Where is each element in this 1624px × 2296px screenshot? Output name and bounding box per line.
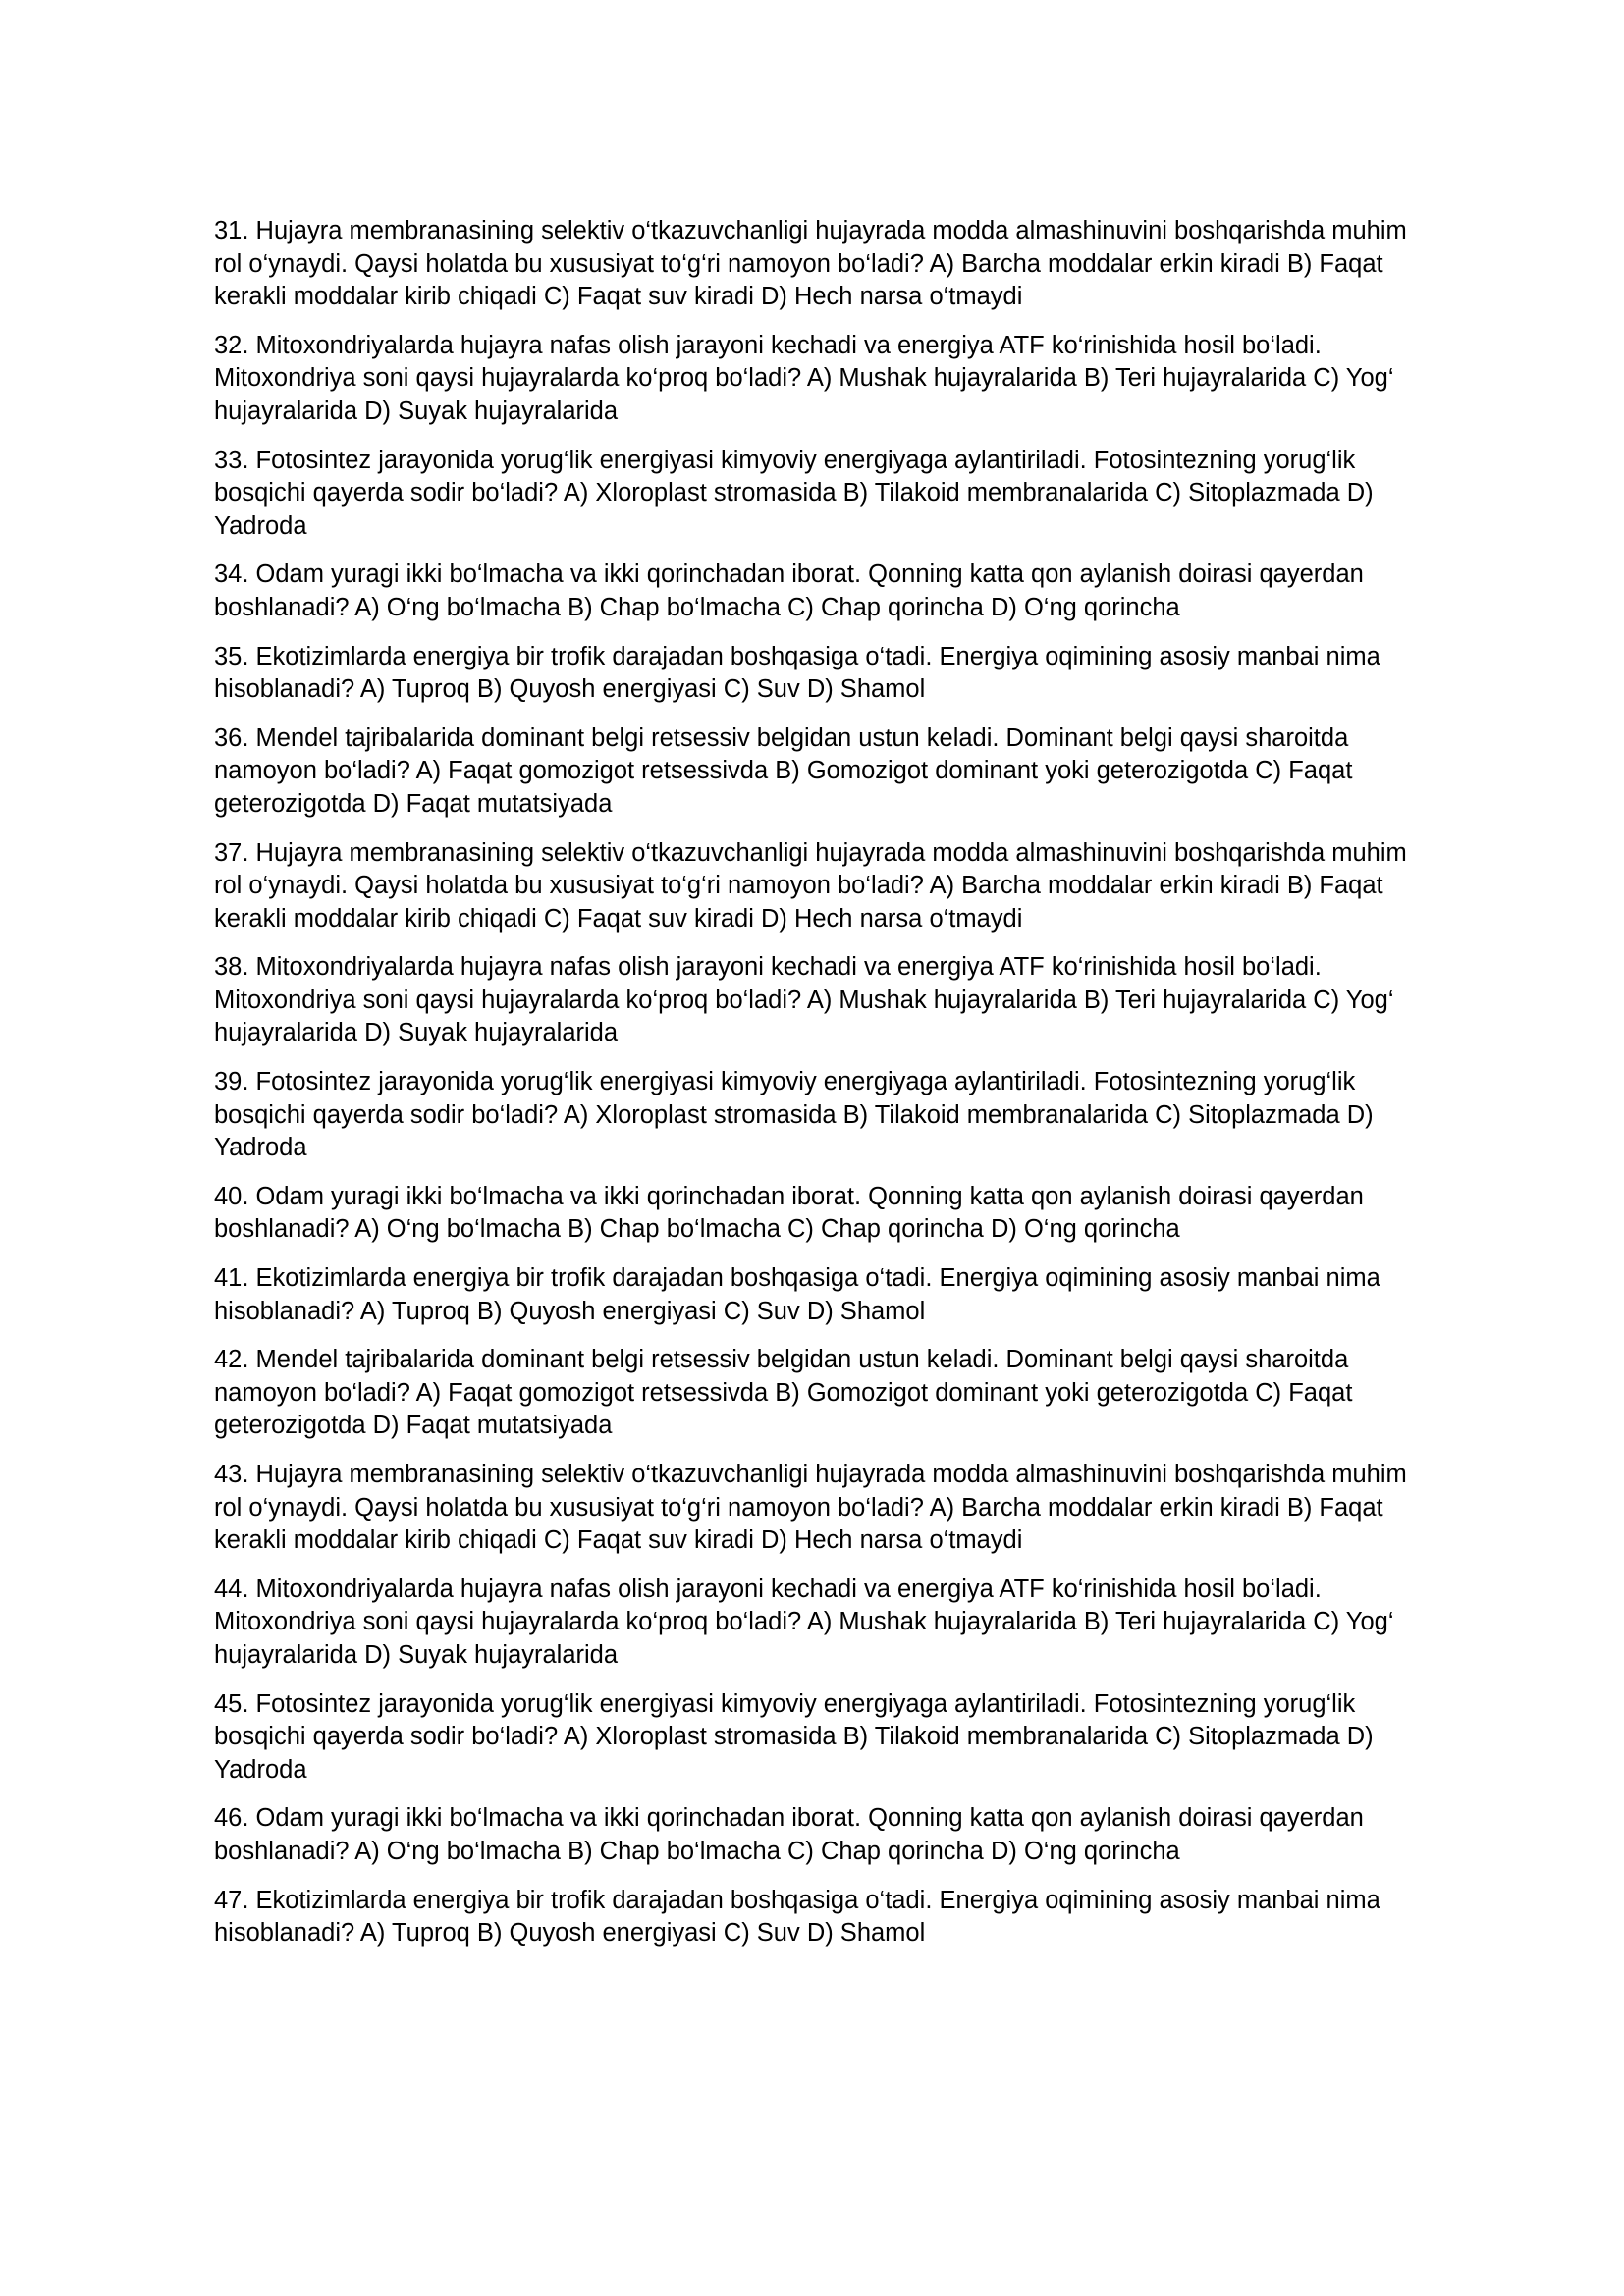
question-40: 40. Odam yuragi ikki bo‘lmacha va ikki qorinchadan iborat. Qonning katta qon aylanish doirasi qayerdan boshlanadi? A) O‘ng bo‘lmacha B) Chap bo‘lmacha C) Chap qorincha D) O‘ng qorincha [214,1182,1364,1244]
question-41: 41. Ekotizimlarda energiya bir trofik darajadan boshqasiga o‘tadi. Energiya oqimining asosiy manbai nima hisoblanadi? A) Tuproq B) Quyosh energiyasi C) Suv D) Shamol [214,1264,1380,1325]
document-page [214,215,1417,1966]
question-39: 39. Fotosintez jarayonida yorug‘lik energiyasi kimyoviy energiyaga aylantiriladi. Fotosintezning yorug‘lik bosqichi qayerda sodir bo‘ladi? A) Xloroplast stromasida B) Tilakoid membranalarida C) Sitoplazmada D) Yadroda [214,1068,1374,1162]
question-34: 34. Odam yuragi ikki bo‘lmacha va ikki qorinchadan iborat. Qonning katta qon aylanish doirasi qayerdan boshlanadi? A) O‘ng bo‘lmacha B) Chap bo‘lmacha C) Chap qorincha D) O‘ng qorincha [214,561,1364,621]
question-38: 38. Mitoxondriyalarda hujayra nafas olish jarayoni kechadi va energiya ATF ko‘rinishida hosil bo‘ladi. Mitoxondriya soni qaysi hujayralarda ko‘proq bo‘ladi? A) Mushak hujayralarida B) Teri hujayralarida C) Yog‘ hujayralarida D) Suyak hujayralarida [214,953,1394,1047]
question-31: 31. Hujayra membranasining selektiv o‘tkazuvchanligi hujayrada modda almashinuvini boshqarishda muhim rol o‘ynaydi. Qaysi holatda bu xususiyat to‘g‘ri namoyon bo‘ladi? A) Barcha moddalar erkin kiradi B) Faqat kerakli moddalar kirib chiqadi C) Faqat suv kiradi D) Hech narsa o‘tmaydi [214,217,1407,311]
question-43: 43. Hujayra membranasining selektiv o‘tkazuvchanligi hujayrada modda almashinuvini boshqarishda muhim rol o‘ynaydi. Qaysi holatda bu xususiyat to‘g‘ri namoyon bo‘ladi? A) Barcha moddalar erkin kiradi B) Faqat kerakli moddalar kirib chiqadi C) Faqat suv kiradi D) Hech narsa o‘tmaydi [214,1461,1407,1555]
question-35: 35. Ekotizimlarda energiya bir trofik darajadan boshqasiga o‘tadi. Energiya oqimining asosiy manbai nima hisoblanadi? A) Tuproq B) Quyosh energiyasi C) Suv D) Shamol [214,642,1380,704]
question-32: 32. Mitoxondriyalarda hujayra nafas olish jarayoni kechadi va energiya ATF ko‘rinishida hosil bo‘ladi. Mitoxondriya soni qaysi hujayralarda ko‘proq bo‘ladi? A) Mushak hujayralarida B) Teri hujayralarida C) Yog‘ hujayralarida D) Suyak hujayralarida [214,331,1394,425]
question-36: 36. Mendel tajribalarida dominant belgi retsessiv belgidan ustun keladi. Dominant belgi qaysi sharoitda namoyon bo‘ladi? A) Faqat gomozigot retsessivda B) Gomozigot dominant yoki geterozigotda C) Faqat geterozigotda D) Faqat mutatsiyada [214,723,1353,818]
question-37: 37. Hujayra membranasining selektiv o‘tkazuvchanligi hujayrada modda almashinuvini boshqarishda muhim rol o‘ynaydi. Qaysi holatda bu xususiyat to‘g‘ri namoyon bo‘ladi? A) Barcha moddalar erkin kiradi B) Faqat kerakli moddalar kirib chiqadi C) Faqat suv kiradi D) Hech narsa o‘tmaydi [214,838,1407,933]
question-47: 47. Ekotizimlarda energiya bir trofik darajadan boshqasiga o‘tadi. Energiya oqimining asosiy manbai nima hisoblanadi? A) Tuproq B) Quyosh energiyasi C) Suv D) Shamol [214,1886,1380,1948]
question-42: 42. Mendel tajribalarida dominant belgi retsessiv belgidan ustun keladi. Dominant belgi qaysi sharoitda namoyon bo‘ladi? A) Faqat gomozigot retsessivda B) Gomozigot dominant yoki geterozigotda C) Faqat geterozigotda D) Faqat mutatsiyada [214,1346,1353,1440]
question-44: 44. Mitoxondriyalarda hujayra nafas olish jarayoni kechadi va energiya ATF ko‘rinishida hosil bo‘ladi. Mitoxondriya soni qaysi hujayralarda ko‘proq bo‘ladi? A) Mushak hujayralarida B) Teri hujayralarida C) Yog‘ hujayralarida D) Suyak hujayralarida [214,1575,1394,1669]
question-33: 33. Fotosintez jarayonida yorug‘lik energiyasi kimyoviy energiyaga aylantiriladi. Fotosintezning yorug‘lik bosqichi qayerda sodir bo‘ladi? A) Xloroplast stromasida B) Tilakoid membranalarida C) Sitoplazmada D) Yadroda [214,446,1374,540]
question-45: 45. Fotosintez jarayonida yorug‘lik energiyasi kimyoviy energiyaga aylantiriladi. Fotosintezning yorug‘lik bosqichi qayerda sodir bo‘ladi? A) Xloroplast stromasida B) Tilakoid membranalarida C) Sitoplazmada D) Yadroda [214,1689,1374,1784]
question-46: 46. Odam yuragi ikki bo‘lmacha va ikki qorinchadan iborat. Qonning katta qon aylanish doirasi qayerdan boshlanadi? A) O‘ng bo‘lmacha B) Chap bo‘lmacha C) Chap qorincha D) O‘ng qorincha [214,1804,1364,1865]
